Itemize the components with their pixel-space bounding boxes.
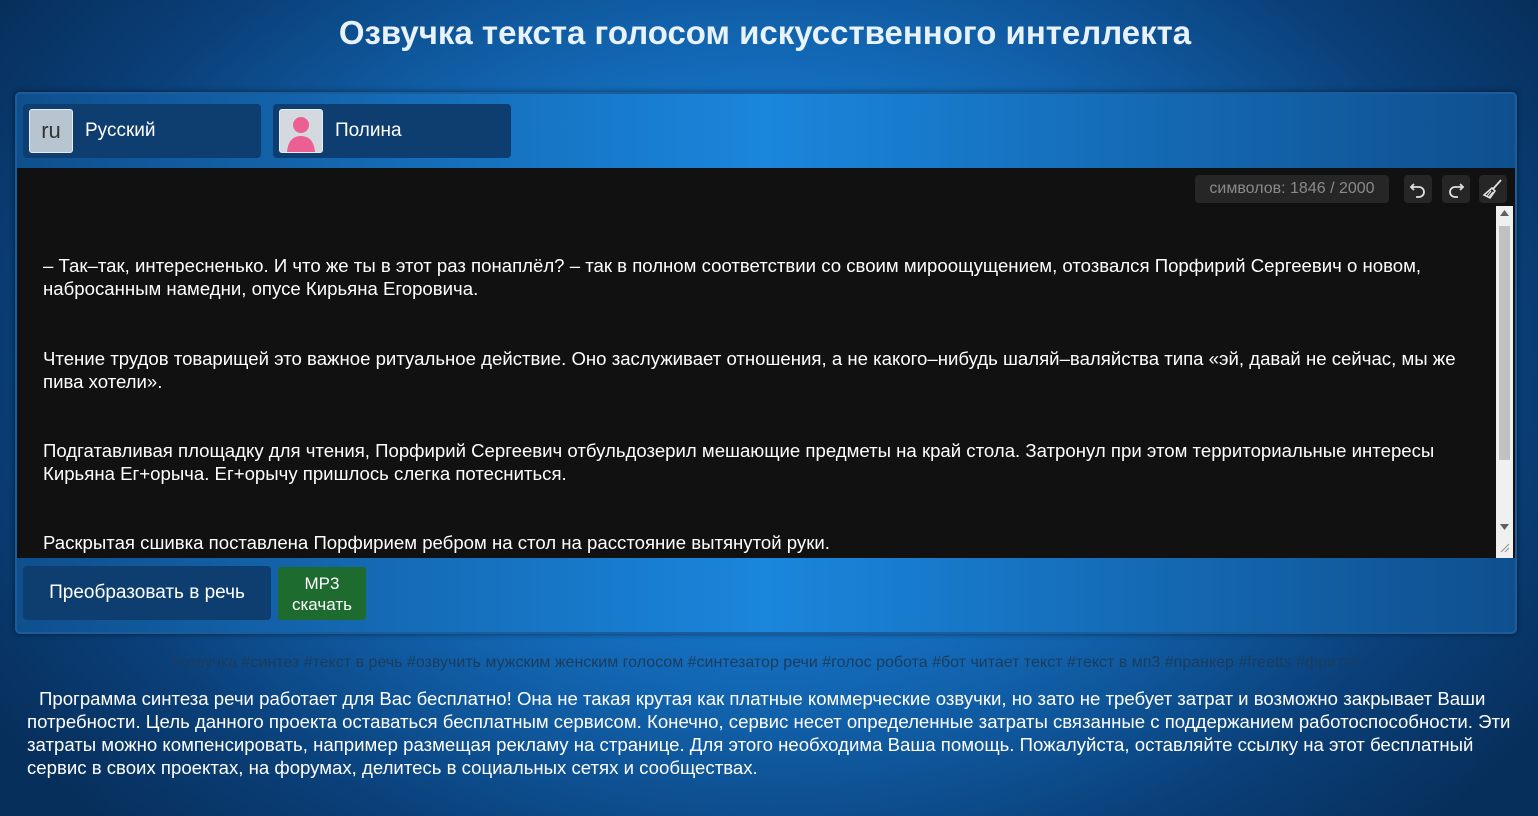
scrollbar-thumb[interactable] (1499, 226, 1510, 460)
language-flag-icon: ru (29, 109, 73, 153)
mp3-download-button[interactable] (278, 567, 366, 620)
redo-icon[interactable] (1442, 175, 1470, 203)
text-input[interactable] (43, 208, 1493, 557)
voice-selector[interactable] (273, 104, 511, 158)
scrollbar[interactable] (1496, 206, 1513, 558)
language-selector[interactable] (23, 104, 261, 158)
download-label: скачать (292, 594, 352, 614)
language-label: Русский (85, 120, 156, 141)
tts-panel (15, 92, 1517, 634)
mp3-label: MP3 (304, 573, 340, 593)
text-line: Подгатавливая площадку для чтения, Порфирий Сергеевич отбульдозерил мешающие предметы на край стола. Затронул при этом территориальные интересы Кирьяна Ег+орыча. Ег+орычу пришлось слегка потесниться. (43, 439, 1440, 485)
page-title: Озвучка текста голосом искусственного интеллекта (338, 14, 1192, 51)
undo-icon[interactable] (1404, 175, 1432, 203)
text-line: Раскрытая сшивка поставлена Порфирием ребром на стол на расстояние вытянутой руки. (43, 532, 830, 554)
info-text: Программа синтеза речи работает для Вас бесплатно! Она не такая крутая как платные коммерческие озвучки, но зато не требует затрат и возможно закрывает Ваши потребности. Цель данного проекта оставаться бесплатным сервисом. Конечно, сервис несет определенные затраты связанные с поддержанием работоспособности. Эти затраты можно компенсировать, например размещая рекламу на странице. Для этого необходима Ваша помощь. Пожалуйста, оставляйте ссылку на этот бесплатный сервис в своих проектах, на форумах, делитесь в социальных сетях и сообществах. (27, 688, 1511, 779)
char-counter: символов: 1846 / 2000 (1195, 175, 1389, 203)
scroll-up-icon[interactable] (1500, 210, 1509, 216)
convert-button[interactable]: Преобразовать в речь (23, 566, 271, 620)
text-line: Чтение трудов товарищей это важное ритуальное действие. Оно заслуживает отношения, а не какого–нибудь шаляй–валяйства типа «эй, давай не сейчас, мы же пива хотели». (43, 347, 1461, 392)
text-editor[interactable] (17, 168, 1515, 558)
hashtags: #озвучка #синтез #текст в речь #озвучить мужским женским голосом #синтезатор речи #голос робота #бот читает текст #текст в мп3 #пранкер #freetts #фриттс (171, 654, 1359, 671)
resize-handle-icon[interactable] (1499, 542, 1510, 553)
broom-icon[interactable] (1479, 175, 1507, 203)
text-line: – Так–так, интересненько. И что же ты в этот раз понаплёл? – так в полном соответствии со своим мироощущением, отозвался Порфирий Сергеевич о новом, набросанным намедни, опусе Кирьяна Егоровича. (43, 255, 1427, 300)
voice-label: Полина (335, 120, 402, 141)
scroll-down-icon[interactable] (1500, 524, 1509, 530)
female-avatar-icon (279, 109, 323, 153)
